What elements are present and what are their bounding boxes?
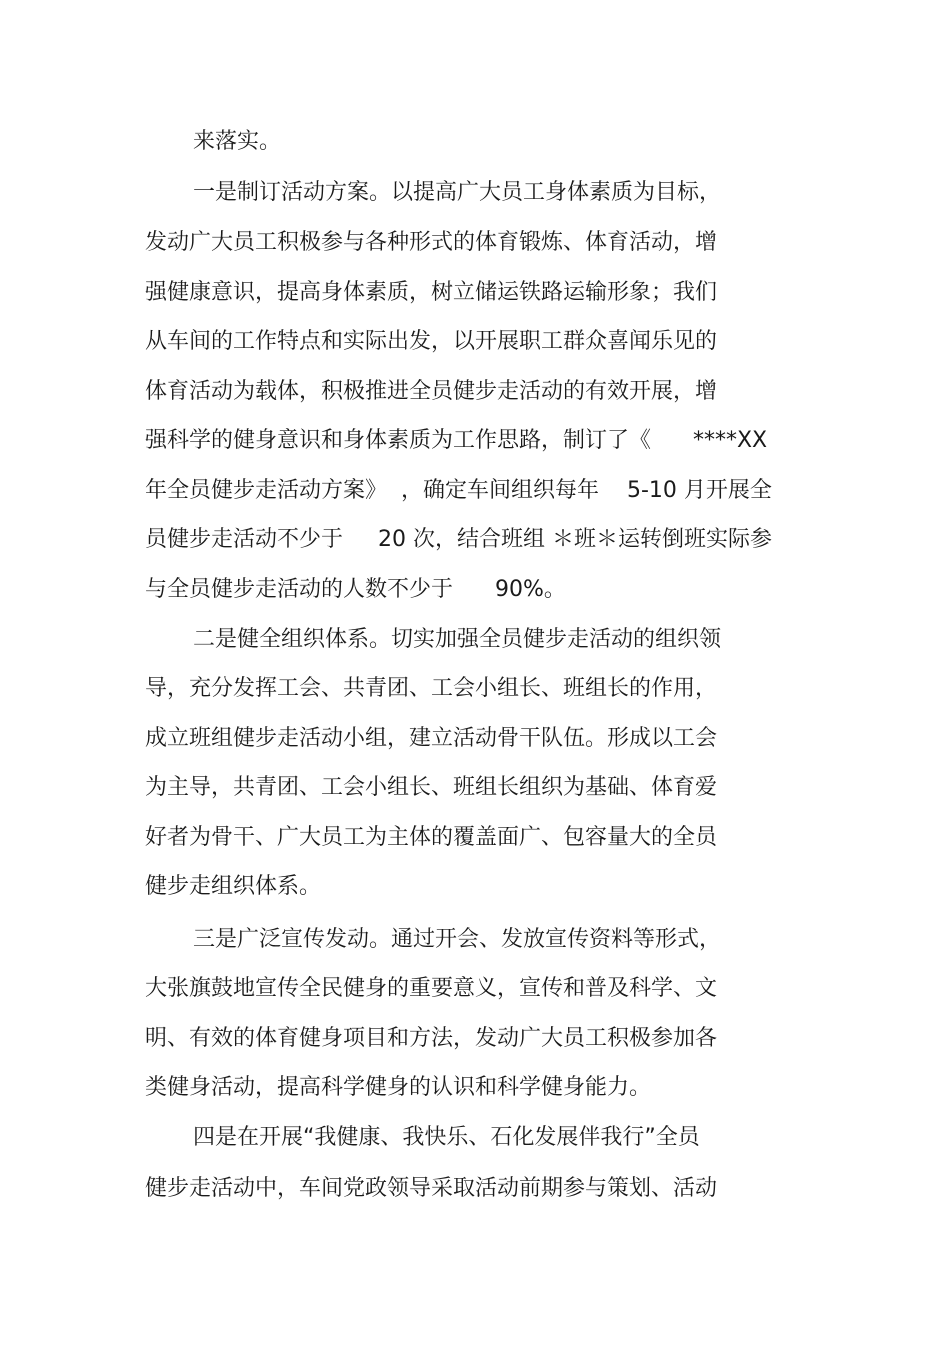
text-line: 发动广大员工积极参与各种形式的体育锻炼、体育活动，增 [145, 230, 718, 255]
text-line: 三是广泛宣传发动。通过开会、发放宣传资料等形式， [193, 927, 722, 952]
text-line: 来落实。 [193, 129, 282, 154]
text-line: 成立班组健步走活动小组，建立活动骨干队伍。形成以工会 [145, 726, 718, 751]
text-line: 类健身活动，提高科学健身的认识和科学健身能力。 [145, 1075, 652, 1100]
text-line: 员健步走活动不少于 20 次，结合班组 ＊班＊运转倒班实际参 [145, 527, 772, 552]
text-line: 健步走活动中，车间党政领导采取活动前期参与策划、活动 [145, 1176, 718, 1201]
text-line: 健步走组织体系。 [145, 874, 322, 899]
text-line: 一是制订活动方案。以提高广大员工身体素质为目标， [193, 180, 722, 205]
text-line: 为主导，共青团、工会小组长、班组长组织为基础、体育爱 [145, 775, 718, 800]
text-line: 强健康意识，提高身体素质，树立储运铁路运输形象；我们 [145, 280, 718, 305]
text-line: 年全员健步走活动方案》 ，确定车间组织每年 5-10 月开展全 [145, 478, 772, 503]
text-line: 二是健全组织体系。切实加强全员健步走活动的组织领 [193, 627, 722, 652]
text-line: 导，充分发挥工会、共青团、工会小组长、班组长的作用， [145, 676, 718, 701]
text-line: 与全员健步走活动的人数不少于 90%。 [145, 577, 566, 602]
text-line: 好者为骨干、广大员工为主体的覆盖面广、包容量大的全员 [145, 825, 718, 850]
text-line: 强科学的健身意识和身体素质为工作思路，制订了《 ****XX [145, 428, 768, 453]
text-line: 大张旗鼓地宣传全民健身的重要意义，宣传和普及科学、文 [145, 976, 718, 1001]
text-line: 四是在开展“我健康、我快乐、石化发展伴我行”全员 [193, 1125, 700, 1150]
text-line: 从车间的工作特点和实际出发，以开展职工群众喜闻乐见的 [145, 329, 718, 354]
text-line: 明、有效的体育健身项目和方法，发动广大员工积极参加各 [145, 1026, 718, 1051]
text-line: 体育活动为载体，积极推进全员健步走活动的有效开展，增 [145, 379, 718, 404]
